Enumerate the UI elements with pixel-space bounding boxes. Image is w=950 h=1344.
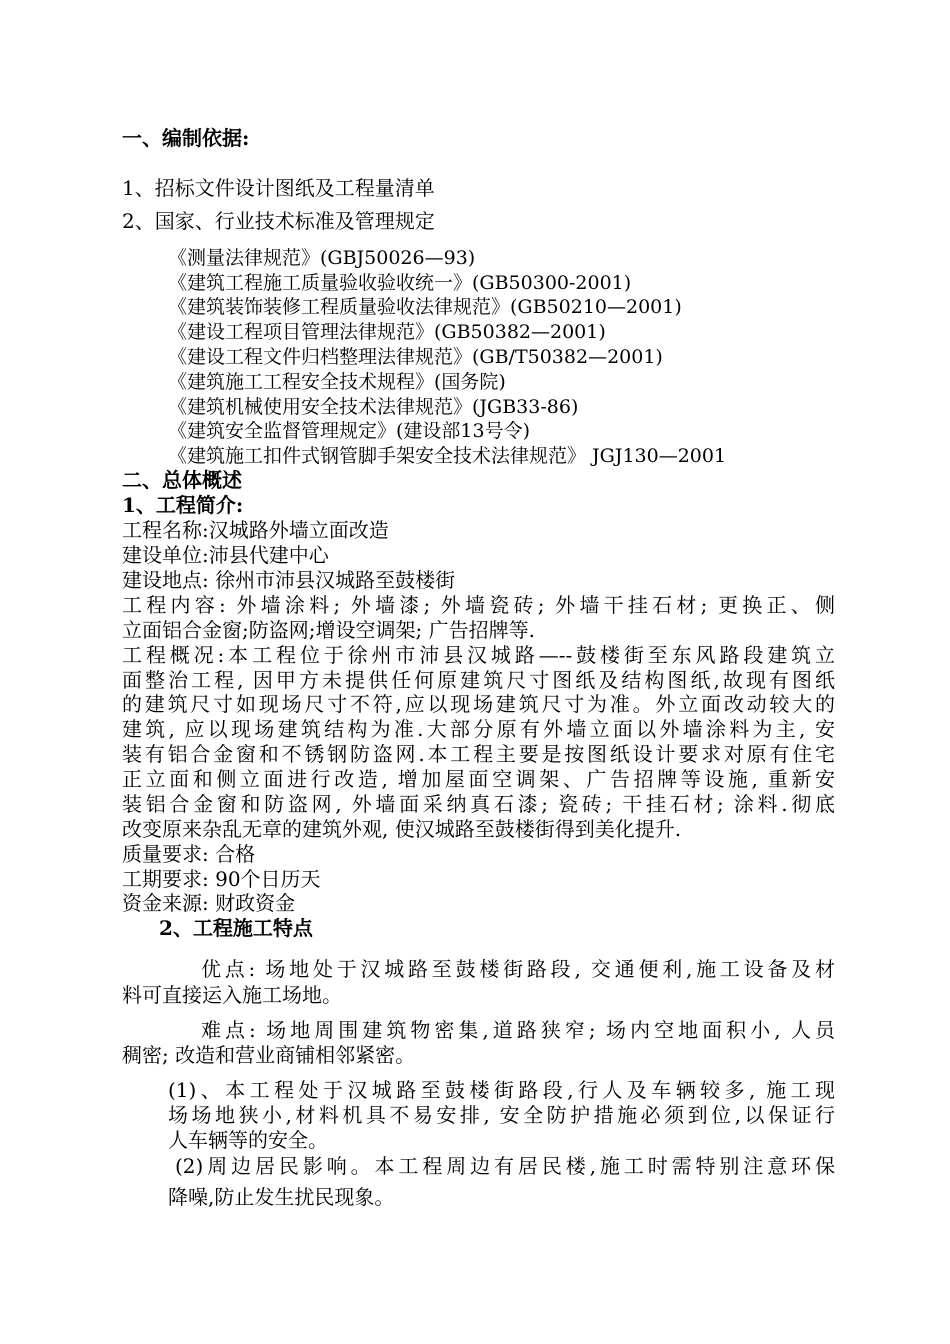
project-overview-line: 正立面和侧立面进行改造, 增加屋面空调架、广告招牌等设施, 重新安 <box>122 767 835 791</box>
standard-item: 《建筑施工扣件式钢管脚手架安全技术法律规范》 JGJ130—2001 <box>168 445 727 467</box>
advantage-line: 料可直接运入施工场地。 <box>122 983 342 1007</box>
point-1-line: 场场地狭小,材料机具不易安排, 安全防护措施必须到位,以保证行 <box>168 1103 835 1127</box>
project-name: 工程名称:汉城路外墙立面改造 <box>122 518 389 542</box>
standard-item: 《建筑安全监督管理规定》(建设部13号令) <box>168 420 531 442</box>
project-overview-line: 工程概况:本工程位于徐州市沛县汉城路—--鼓楼街至东风路段建筑立 <box>122 643 835 667</box>
section-heading-basis: 一、编制依据: <box>122 126 250 150</box>
difficulty-line: 难点: 场地周围建筑物密集,道路狭窄; 场内空地面积小, 人员 <box>201 1018 835 1042</box>
basis-item: 1、招标文件设计图纸及工程量清单 <box>122 176 435 200</box>
quality-requirement: 质量要求: 合格 <box>122 842 256 866</box>
standard-item: 《建筑装饰装修工程质量验收法律规范》(GB50210—2001) <box>168 296 682 318</box>
difficulty-line: 稠密; 改造和营业商铺相邻紧密。 <box>122 1043 416 1067</box>
project-overview-line: 面整治工程, 因甲方未提供任何原建筑尺寸图纸及结构图纸,故现有图纸 <box>122 668 835 692</box>
standard-item: 《建筑工程施工质量验收验收统一》(GB50300-2001) <box>168 272 632 294</box>
project-overview-line: 的建筑尺寸如现场尺寸不符,应以现场建筑尺寸为准。外立面改动较大的 <box>122 692 835 716</box>
standard-item: 《建筑机械使用安全技术法律规范》(JGB33-86) <box>168 396 579 418</box>
project-builder: 建设单位:沛县代建中心 <box>122 543 329 567</box>
point-1-line: (1)、本工程处于汉城路至鼓楼街路段,行人及车辆较多, 施工现 <box>168 1078 835 1102</box>
project-content-line: 立面铝合金窗;防盗网;增设空调架; 广告招牌等. <box>122 618 535 642</box>
subheading-construction-features: 2、工程施工特点 <box>159 916 313 940</box>
project-overview-line: 建筑, 应以现场建筑结构为准.大部分原有外墙立面以外墙涂料为主, 安 <box>122 717 835 741</box>
point-2-line: (2)周边居民影响。本工程周边有居民楼,施工时需特别注意环保 <box>175 1154 835 1178</box>
standard-item: 《建设工程项目管理法律规范》(GB50382—2001) <box>168 321 606 343</box>
section-heading-overview: 二、总体概述 <box>122 468 242 492</box>
project-content-line: 工程内容: 外墙涂料; 外墙漆; 外墙瓷砖; 外墙干挂石材; 更换正、侧 <box>122 593 835 617</box>
point-2-line: 降噪,防止发生扰民现象。 <box>168 1185 395 1209</box>
advantage-line: 优点: 场地处于汉城路至鼓楼街路段, 交通便利,施工设备及材 <box>201 957 835 981</box>
project-overview-line: 装有铝合金窗和不锈钢防盗网.本工程主要是按图纸设计要求对原有住宅 <box>122 742 835 766</box>
standard-item: 《测量法律规范》(GBJ50026—93) <box>168 247 476 269</box>
basis-item: 2、国家、行业技术标准及管理规定 <box>122 209 435 233</box>
duration-requirement: 工期要求: 90个日历天 <box>122 867 321 891</box>
point-1-line: 人车辆等的安全。 <box>168 1128 328 1152</box>
standard-item: 《建设工程文件归档整理法律规范》(GB/T50382—2001) <box>168 346 663 368</box>
funding-source: 资金来源: 财政资金 <box>122 891 296 915</box>
project-location: 建设地点: 徐州市沛县汉城路至鼓楼街 <box>122 568 456 592</box>
project-overview-line: 改变原来杂乱无章的建筑外观, 使汉城路至鼓楼街得到美化提升. <box>122 817 682 841</box>
subheading-project-intro: 1、工程简介: <box>122 493 244 517</box>
standard-item: 《建筑施工工程安全技术规程》(国务院) <box>168 371 506 393</box>
project-overview-line: 装铝合金窗和防盗网, 外墙面采纳真石漆; 瓷砖; 干挂石材; 涂料.彻底 <box>122 792 835 816</box>
